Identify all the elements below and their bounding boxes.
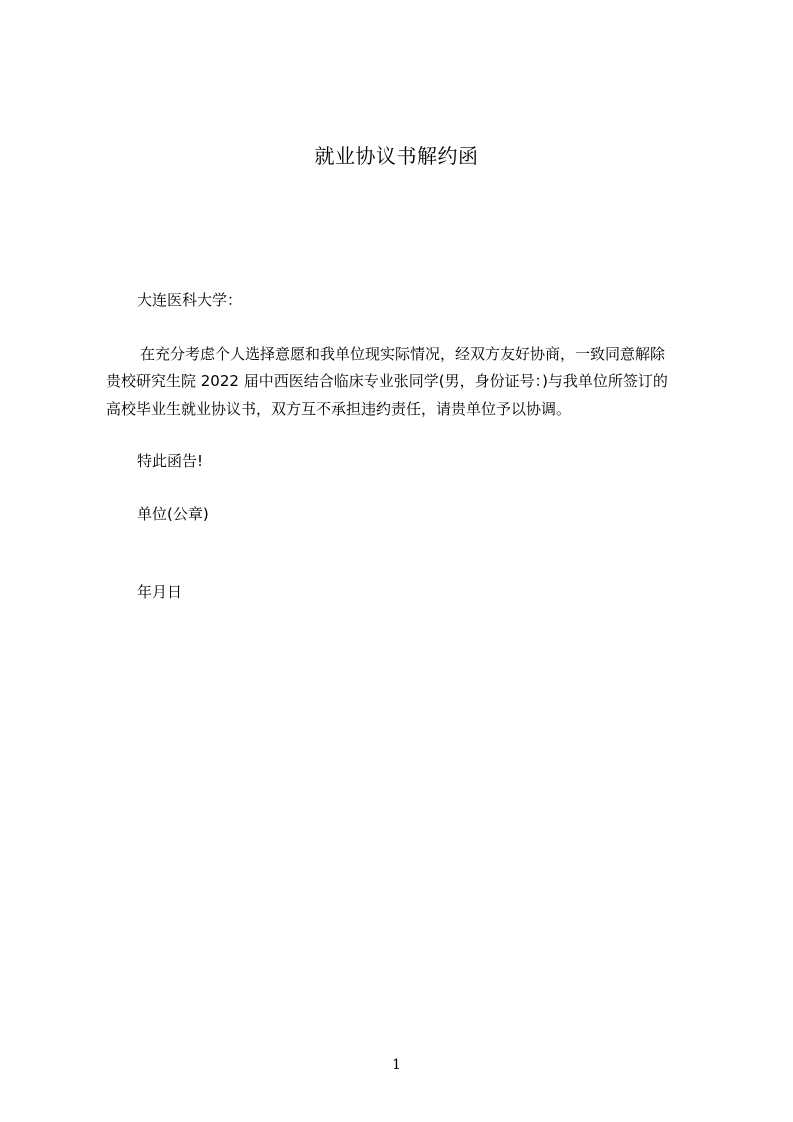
document-title: 就业协议书解约函 xyxy=(314,144,479,168)
body-line: 贵校研究生院 2022 届中西医结合临床专业张同学(男，身份证号：)与我单位所签订的 xyxy=(106,372,668,390)
page-number: 1 xyxy=(392,1057,401,1073)
closing-text: 特此函告! xyxy=(137,452,204,470)
body-line: 在充分考虑个人选择意愿和我单位现实际情况，经双方友好协商，一致同意解除 xyxy=(140,345,666,363)
body-line: 高校毕业生就业协议书，双方互不承担违约责任，请贵单位予以协调。 xyxy=(106,400,572,418)
date-line: 年月日 xyxy=(137,583,183,601)
unit-seal-line: 单位(公章) xyxy=(137,505,209,523)
salutation: 大连医科大学： xyxy=(137,291,243,309)
